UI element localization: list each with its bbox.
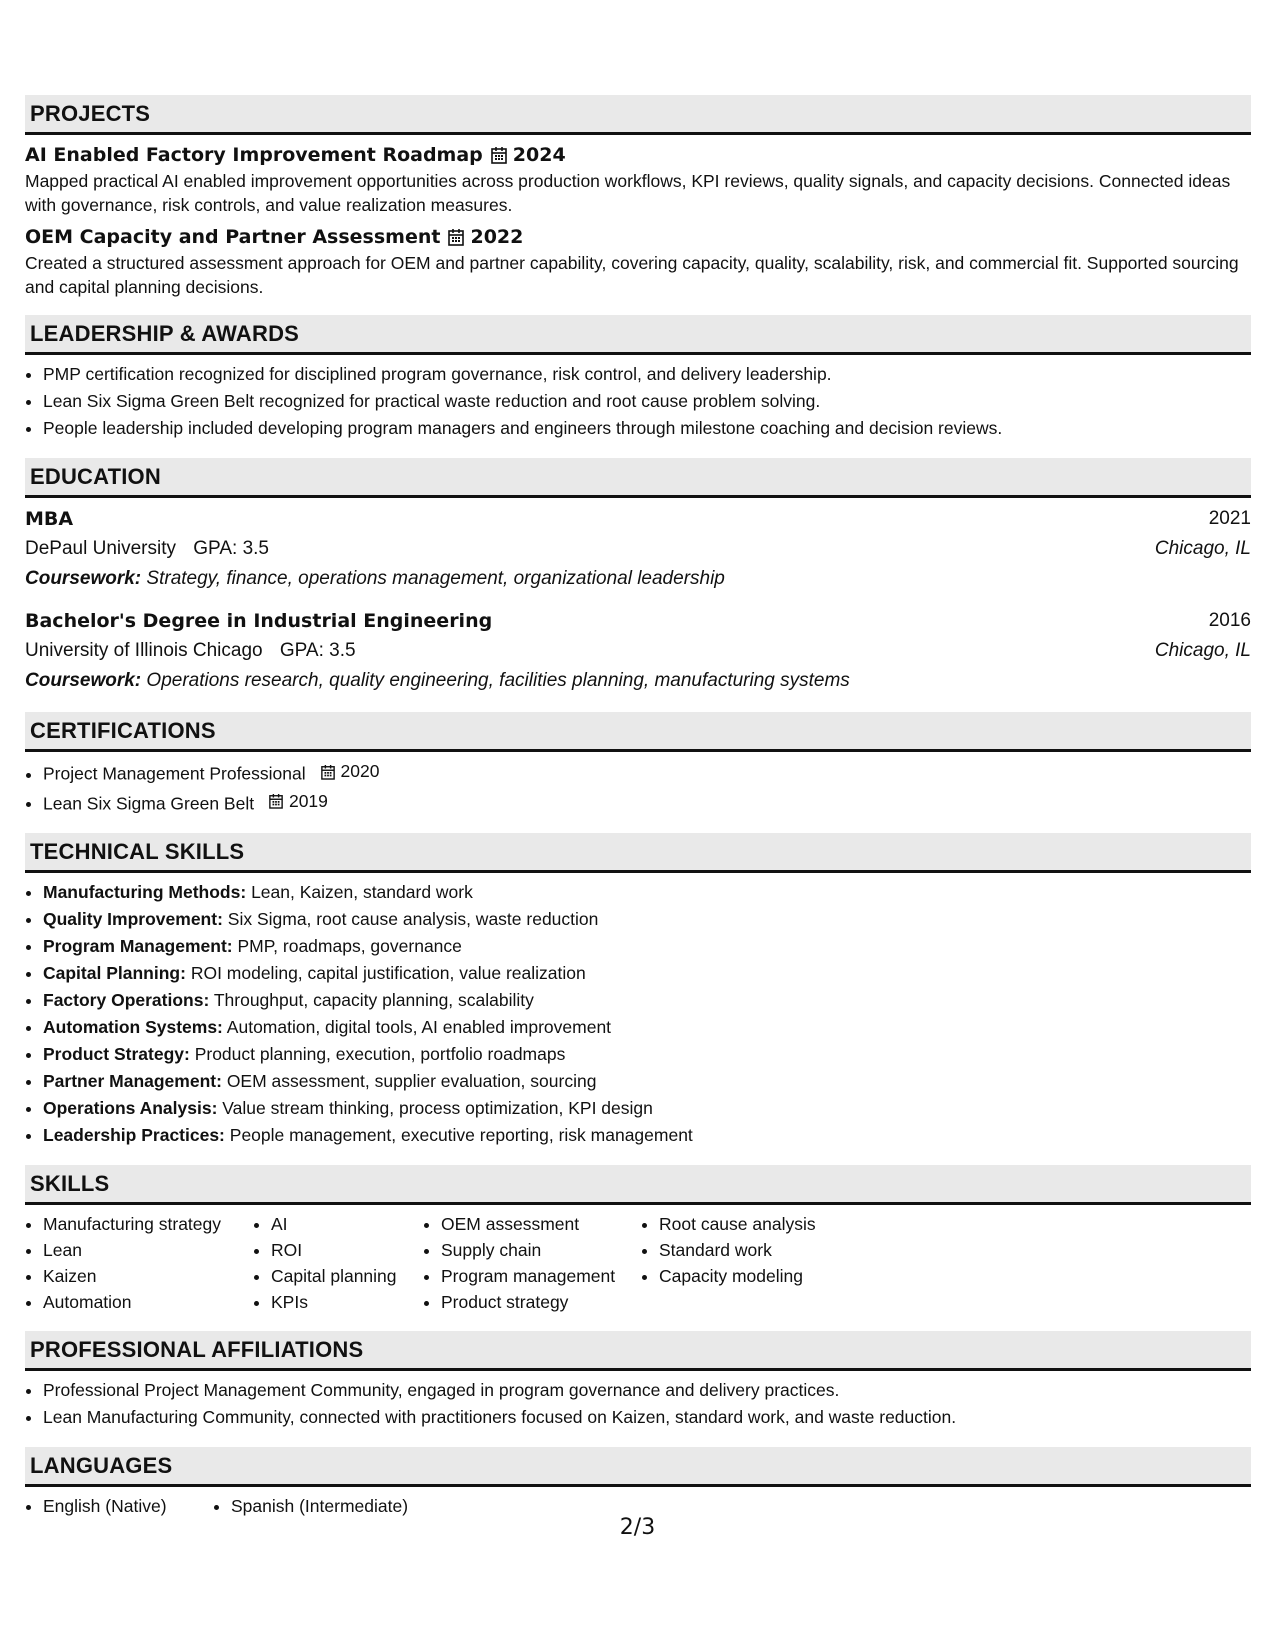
list-item: • Professional Project Management Community, engaged in program governance and delivery practices. (43, 1377, 1251, 1404)
skill-values: OEM assessment, supplier evaluation, sourcing (226, 1071, 597, 1091)
list-item (43, 906, 1251, 933)
list-item (43, 1122, 1251, 1149)
section-heading: TECHNICAL SKILLS (25, 833, 1251, 873)
coursework-label: Coursework: (25, 568, 142, 589)
project-title: OEM Capacity and Partner Assessment (25, 226, 441, 248)
section-heading: SKILLS (25, 1165, 1251, 1205)
list-item (43, 960, 1251, 987)
skills-column (253, 1211, 423, 1315)
certification-year: 2019 (288, 790, 328, 811)
skill-values: Product planning, execution, portfolio roadmaps (194, 1044, 566, 1064)
section-heading: EDUCATION (25, 458, 1251, 498)
skill-values: Automation, digital tools, AI enabled improvement (226, 1017, 612, 1037)
skill-values: PMP, roadmaps, governance (237, 936, 462, 956)
project-item (25, 141, 1251, 217)
section-heading: LEADERSHIP & AWARDS (25, 315, 1251, 355)
certification-name: Lean Six Sigma Green Belt (43, 793, 255, 813)
skill-category: Automation Systems: (43, 1017, 223, 1037)
section-heading: PROJECTS (25, 95, 1251, 135)
gpa-label: GPA: (193, 538, 238, 559)
skill-category: Capital Planning: (43, 963, 186, 983)
calendar-icon (448, 228, 464, 246)
list-item (43, 879, 1251, 906)
project-item (25, 223, 1251, 299)
list-item: • Kaizen (43, 1263, 253, 1289)
list-item (43, 788, 1251, 818)
location: Chicago, IL (1154, 640, 1251, 661)
list-item: • Capital planning (271, 1263, 423, 1289)
list-item: • Root cause analysis (659, 1211, 889, 1237)
skill-values: Six Sigma, root cause analysis, waste reduction (227, 909, 599, 929)
leadership-section (25, 315, 1251, 442)
list-item: • Automation (43, 1289, 253, 1315)
section-heading: LANGUAGES (25, 1447, 1251, 1487)
list-item: • PMP certification recognized for disciplined program governance, risk control, and delivery leadership. (43, 361, 1251, 388)
project-description: Mapped practical AI enabled improvement opportunities across production workflows, KPI reviews, quality signals, and capacity decisions. Connected ideas with governance, risk controls, and value realization measures. (25, 171, 1231, 215)
list-item: • ROI (271, 1237, 423, 1263)
list-item (43, 1041, 1251, 1068)
skills-section (25, 1165, 1251, 1315)
list-item: • AI (271, 1211, 423, 1237)
location: Chicago, IL (1154, 538, 1251, 559)
skill-category: Program Management: (43, 936, 233, 956)
list-item: • OEM assessment (441, 1211, 641, 1237)
skill-values: Value stream thinking, process optimization, KPI design (222, 1098, 653, 1118)
list-item (43, 758, 1251, 788)
coursework: Strategy, finance, operations management, organizational leadership (146, 568, 725, 589)
calendar-icon (269, 793, 283, 809)
certification-name: Project Management Professional (43, 763, 306, 784)
projects-section (25, 95, 1251, 299)
section-heading: CERTIFICATIONS (25, 712, 1251, 752)
calendar-icon (321, 764, 335, 780)
list-item (43, 987, 1251, 1014)
list-item (43, 1014, 1251, 1041)
skills-column (423, 1211, 641, 1315)
gpa-label: GPA: (279, 640, 324, 661)
list-item: • KPIs (271, 1289, 423, 1315)
certification-year: 2020 (340, 761, 380, 781)
list-item: • Capacity modeling (659, 1263, 889, 1289)
skill-category: Operations Analysis: (43, 1098, 218, 1118)
languages-section (25, 1447, 1251, 1520)
list-item (43, 1095, 1251, 1122)
coursework: Operations research, quality engineering, facilities planning, manufacturing systems (146, 670, 850, 691)
project-year: 2024 (512, 144, 566, 166)
list-item: • English (Native) (43, 1493, 213, 1520)
technical-skills-section (25, 833, 1251, 1149)
degree: Bachelor's Degree in Industrial Engineering (25, 610, 493, 632)
list-item: • Manufacturing strategy (43, 1211, 253, 1237)
project-year: 2022 (470, 226, 524, 248)
list-item: • Lean (43, 1237, 253, 1263)
calendar-icon (491, 146, 507, 164)
certifications-section (25, 712, 1251, 817)
school-name: DePaul University (25, 538, 176, 559)
skill-category: Quality Improvement: (43, 909, 223, 929)
education-item (25, 504, 1251, 594)
education-item (25, 606, 1251, 696)
skill-values: Lean, Kaizen, standard work (251, 882, 473, 902)
project-description: Created a structured assessment approach for OEM and partner capability, covering capacity, quality, scalability, risk, and commercial fit. Supported sourcing and capital planning decisions. (25, 253, 1239, 297)
list-item (43, 1068, 1251, 1095)
list-item: • Product strategy (441, 1289, 641, 1315)
graduation-year: 2016 (1208, 610, 1251, 631)
degree: MBA (25, 508, 74, 530)
education-section (25, 458, 1251, 696)
list-item: • Lean Six Sigma Green Belt recognized for practical waste reduction and root cause problem solving. (43, 388, 1251, 415)
project-title: AI Enabled Factory Improvement Roadmap (25, 144, 483, 166)
list-item (43, 933, 1251, 960)
graduation-year: 2021 (1208, 508, 1251, 529)
skill-values: ROI modeling, capital justification, value realization (190, 963, 586, 983)
list-item: • Spanish (Intermediate) (231, 1493, 408, 1520)
skill-category: Factory Operations: (43, 990, 210, 1010)
gpa-value: 3.5 (329, 640, 356, 661)
skill-category: Product Strategy: (43, 1044, 190, 1064)
affiliations-section (25, 1331, 1251, 1431)
skill-category: Partner Management: (43, 1071, 222, 1091)
school-name: University of Illinois Chicago (25, 640, 263, 661)
page-number: 2/3 (619, 1515, 656, 1540)
skills-column (25, 1211, 253, 1315)
section-heading: PROFESSIONAL AFFILIATIONS (25, 1331, 1251, 1371)
list-item: • Lean Manufacturing Community, connected with practitioners focused on Kaizen, standard work, and waste reduction. (43, 1404, 1251, 1431)
skill-category: Leadership Practices: (43, 1125, 225, 1145)
resume-page (25, 95, 1251, 1536)
list-item: • Program management (441, 1263, 641, 1289)
skills-column (641, 1211, 889, 1315)
list-item: • Supply chain (441, 1237, 641, 1263)
skill-category: Manufacturing Methods: (43, 882, 247, 902)
gpa-value: 3.5 (242, 538, 269, 559)
coursework-label: Coursework: (25, 670, 142, 691)
skill-values: People management, executive reporting, risk management (229, 1125, 693, 1145)
list-item: • Standard work (659, 1237, 889, 1263)
skill-values: Throughput, capacity planning, scalability (213, 990, 534, 1010)
list-item: • People leadership included developing program managers and engineers through milestone coaching and decision reviews. (43, 415, 1251, 442)
